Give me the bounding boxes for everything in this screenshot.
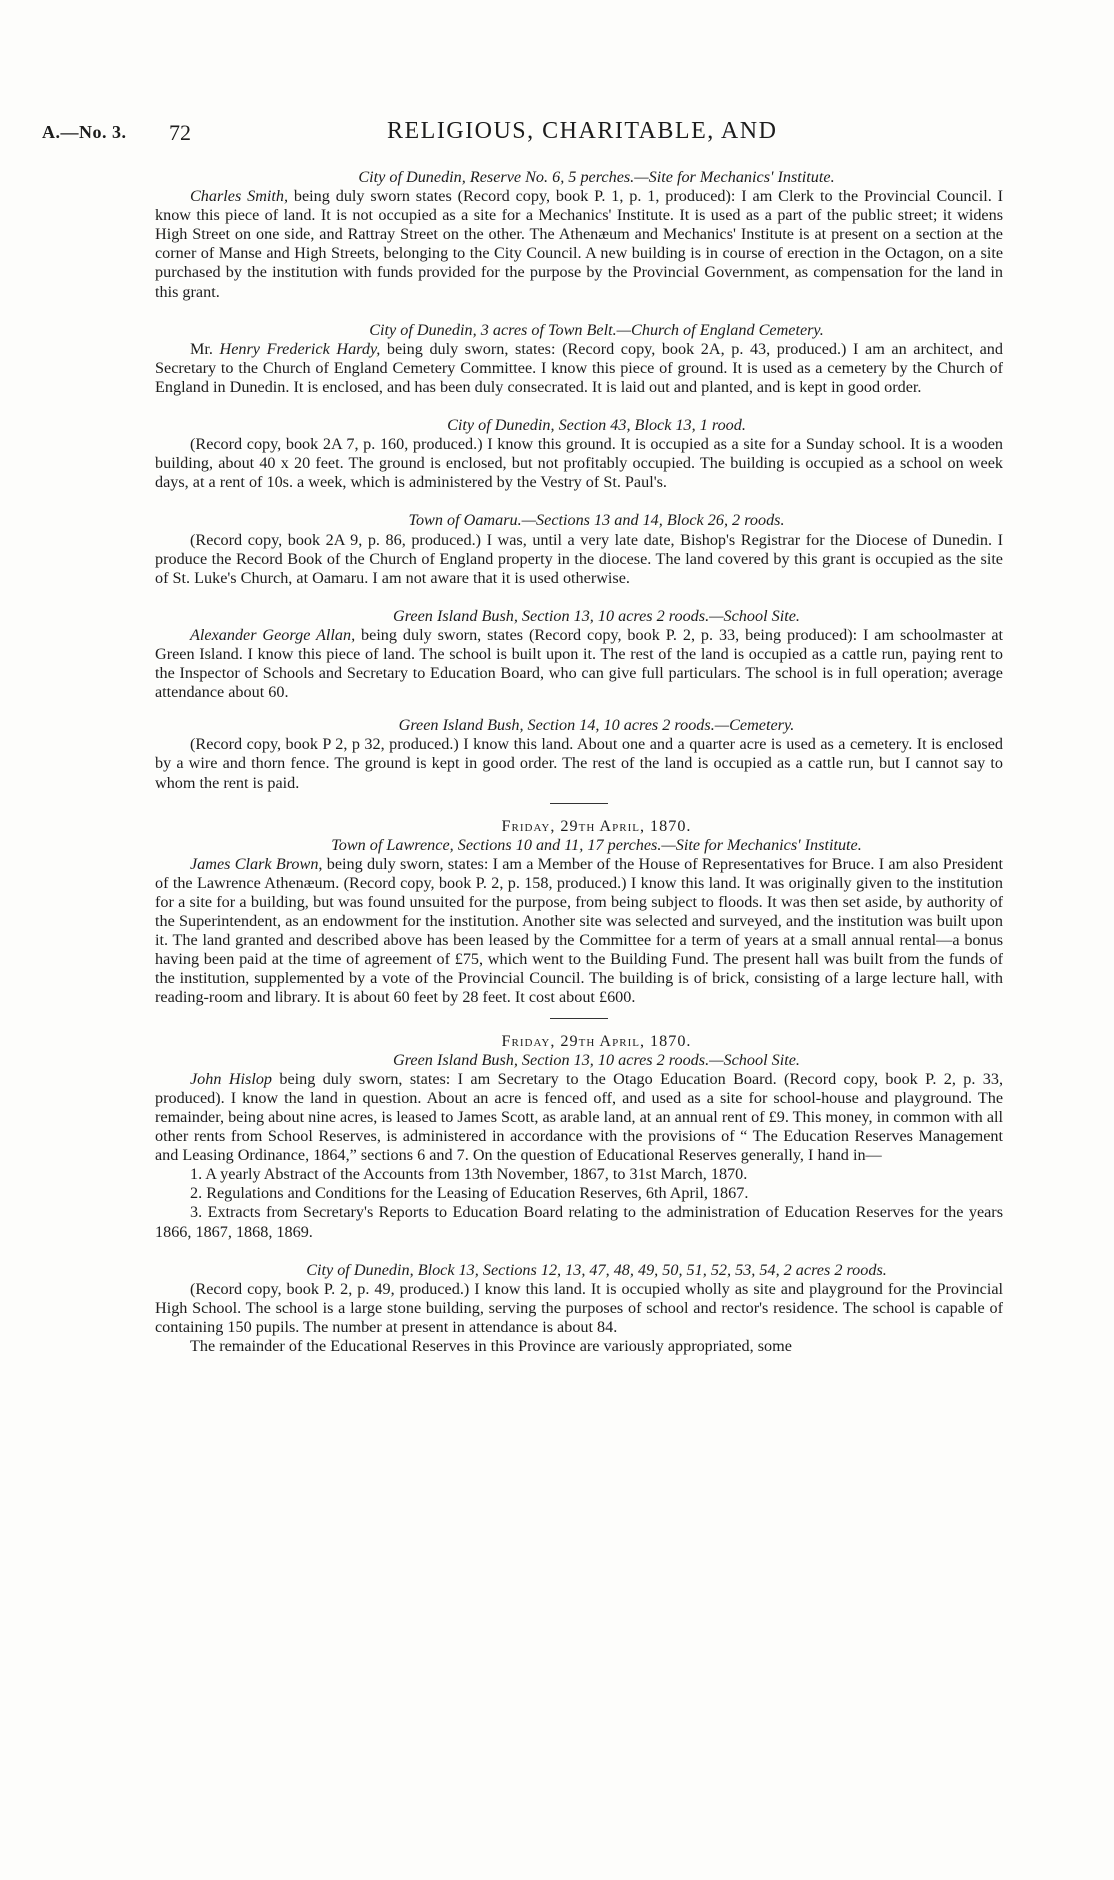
evidence-paragraph (155, 187, 1003, 302)
section-heading: Green Island Bush, Section 14, 10 acres 2 roods.—Cemetery. (398, 716, 795, 735)
evidence-paragraph: (Record copy, book P 2, p 32, produced.) I know this land. About one and a quarter acre is used as a cemetery. It is enclosed by a wire and thorn fence. The ground is kept in good order. The rest of the land is occupied as a cattle run, but I cannot say to whom the rent is paid. (155, 735, 1003, 792)
section-dunedin-reserve-6 (155, 168, 1003, 302)
running-title: RELIGIOUS, CHARITABLE, AND (387, 118, 778, 144)
evidence-paragraph (155, 340, 1003, 397)
section-green-island-14 (155, 716, 1003, 792)
evidence-paragraph: (Record copy, book 2A 7, p. 160, produced.) I know this ground. It is occupied as a site for a Sunday school. It is a wooden building, about 40 x 20 feet. The ground is enclosed, but not profitably occupied. The building is occupied as a school on week days, at a rent of 10s. a week, which is administered by the Vestry of St. Paul's. (155, 435, 1003, 492)
evidence-text: being duly sworn, states: (Record copy, book 2A, p. 43, produced.) I am an architect, and Secretary to the Church of England Cemetery Committee. I know this piece of ground. It is used as a cemetery by the Church of England in Dunedin. It is enclosed, and has been duly consecrated. It is laid out and planted, and is kept in good order. (155, 339, 1003, 396)
page-header (42, 118, 942, 152)
closing-paragraph: The remainder of the Educational Reserves in this Province are variously appropriated, some (190, 1336, 792, 1355)
list-item: 3. Extracts from Secretary's Reports to Education Board relating to the administration of Education Reserves for the years 1866, 1867, 1868, 1869. (155, 1203, 1003, 1241)
page-body (155, 168, 1003, 1356)
evidence-paragraph (155, 626, 1003, 702)
section-oamaru (155, 511, 1003, 587)
evidence-text: being duly sworn, states: I am a Member of the House of Representatives for Bruce. I am also President of the Lawrence Athenæum. (Record copy, book P. 2, p. 158, produced.) I know this land. It was originally given to the institution for a site for a building, but was found unsuited for the purpose, from being subject to floods. It was then set aside, by authority of the Superintendent, as an endowment for the institution. Another site was selected and surveyed, and the institution was built upon it. The land granted and described above has been leased by the Committee for a term of years at a small annual rental—a bonus having been paid at the time of agreement of £75, which went to the Building Fund. The present hall was built from the funds of the institution, supplemented by a vote of the Provincial Council. The building is of brick, consisting of a large lecture hall, with reading-room and library. It is about 60 feet by 28 feet. It cost about £600. (155, 854, 1003, 1007)
sitting-date: Friday, 29th April, 1870. (501, 1031, 692, 1050)
section-lawrence (155, 817, 1003, 1008)
section-heading: Green Island Bush, Section 13, 10 acres 2 roods.—School Site. (393, 606, 800, 625)
section-heading: Town of Oamaru.—Sections 13 and 14, Block 26, 2 roods. (408, 511, 785, 530)
witness-prefix: Mr. (190, 339, 220, 358)
page-number: 72 (169, 120, 191, 145)
section-heading: City of Dunedin, Reserve No. 6, 5 perches.—Site for Mechanics' Institute. (358, 168, 835, 186)
witness-name: James Clark Brown, (190, 854, 323, 873)
list-item: 2. Regulations and Conditions for the Leasing of Education Reserves, 6th April, 1867. (190, 1184, 749, 1203)
document-number: A.—No. 3. (42, 122, 127, 142)
section-divider (550, 803, 608, 804)
section-dunedin-section-43 (155, 416, 1003, 492)
evidence-paragraph: (Record copy, book P. 2, p. 49, produced.) I know this land. It is occupied wholly as site and playground for the Provincial High School. The school is a large stone building, serving the purposes of school and rector's residence. The school is capable of containing 150 pupils. The number at present in attendance is about 84. (155, 1279, 1003, 1336)
section-green-island-hislop (155, 1032, 1003, 1242)
witness-name: Alexander George Allan, (190, 625, 356, 644)
evidence-text: being duly sworn, states: I am Secretary to the Otago Education Board. (Record copy, book P. 2, p. 33, produced). I know the land in question. About an acre is fenced off, and used as a site for school-house and playground. The remainder, being about nine acres, is leased to James Scott, as arable land, at an annual rent of £9. This money, in common with all other rents from School Reserves, is administered in accordance with the provisions of “ The Education Reserves Management and Leasing Ordinance, 1864,” sections 6 and 7. On the question of Educational Reserves generally, I hand in— (155, 1069, 1004, 1165)
section-divider (550, 1018, 608, 1019)
section-heading: City of Dunedin, Block 13, Sections 12, 13, 47, 48, 49, 50, 51, 52, 53, 54, 2 acres 2 roods. (306, 1260, 887, 1279)
evidence-text: being duly sworn, states (Record copy, book P. 2, p. 33, being produced): I am schoolmaster at Green Island. I know this piece of land. The school is built upon it. The rest of the land is occupied as a cattle run, paying rent to the Inspector of Schools and Secretary to Education Board, who can give full particulars. The school is in full operation; average attendance about 60. (155, 625, 1004, 702)
evidence-text: being duly sworn states (Record copy, book P. 1, p. 1, produced): I am Clerk to the Provincial Council. I know this piece of land. It is not occupied as a site for a Mechanics' Institute. It is used as a part of the public street; it widens High Street on one side, and Rattray Street on the other. The Athenæum and Mechanics' Institute is at present on a section at the corner of Manse and High Streets, belonging to the City Council. A new building is in course of erection in the Octagon, on a site purchased by the institution with funds provided for the purpose by the Provincial Government, as compensation for the land in this grant. (155, 187, 1003, 301)
section-heading: City of Dunedin, Section 43, Block 13, 1 rood. (447, 416, 746, 435)
section-heading: City of Dunedin, 3 acres of Town Belt.—Church of England Cemetery. (369, 320, 824, 339)
evidence-paragraph (155, 855, 1003, 1008)
section-dunedin-town-belt (155, 321, 1003, 397)
section-green-island-13 (155, 607, 1003, 702)
list-item: 1. A yearly Abstract of the Accounts from 13th November, 1867, to 31st March, 1870. (190, 1165, 748, 1184)
witness-name: Charles Smith, (190, 187, 289, 206)
witness-name: John Hislop (190, 1069, 273, 1088)
section-heading: Green Island Bush, Section 13, 10 acres 2 roods.—School Site. (393, 1050, 800, 1069)
section-heading: Town of Lawrence, Sections 10 and 11, 17 perches.—Site for Mechanics' Institute. (331, 835, 862, 854)
evidence-paragraph (155, 1070, 1003, 1165)
section-dunedin-block-13 (155, 1261, 1003, 1356)
sitting-date: Friday, 29th April, 1870. (501, 816, 692, 835)
witness-name: Henry Frederick Hardy, (219, 339, 381, 358)
evidence-paragraph: (Record copy, book 2A 9, p. 86, produced.) I was, until a very late date, Bishop's Registrar for the Diocese of Dunedin. I produce the Record Book of the Church of England property in the diocese. The land covered by this grant is occupied as the site of St. Luke's Church, at Oamaru. I am not aware that it is used otherwise. (155, 530, 1003, 587)
